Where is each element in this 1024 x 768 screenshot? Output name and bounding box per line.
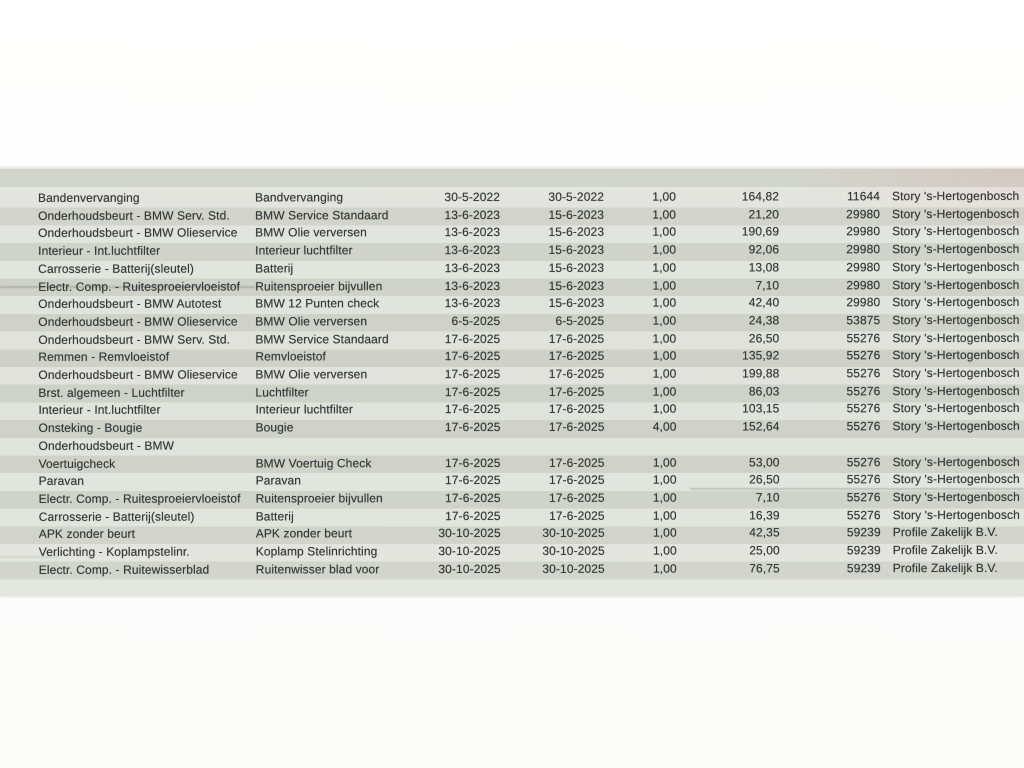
cell-amount: 26,50 xyxy=(748,330,780,346)
cell-work-item: Remvloeistof xyxy=(255,349,326,364)
cell-date-planned: 13-6-2023 xyxy=(444,225,501,240)
cell-work-item: BMW Service Standaard xyxy=(255,331,389,347)
cell-date-planned: 30-5-2022 xyxy=(444,189,501,205)
cell-description: Electr. Comp. - Ruitesproeiervloeistof xyxy=(38,491,241,506)
cell-quantity: 1,00 xyxy=(652,543,677,558)
cell-date-planned: 17-6-2025 xyxy=(445,508,501,523)
cell-quantity: 1,00 xyxy=(652,525,677,540)
cell-order-number: 55276 xyxy=(846,401,881,416)
cell-work-item: Interieur luchtfilter xyxy=(255,402,353,417)
cell-branch: Story 's-Hertogenbosch xyxy=(892,330,1020,345)
cell-description: Electr. Comp. - Ruitesproeiervloeistof xyxy=(38,279,241,294)
cell-quantity: 1,00 xyxy=(652,207,677,222)
cell-date-planned: 13-6-2023 xyxy=(444,296,501,311)
cell-date-executed: 15-6-2023 xyxy=(548,295,605,311)
cell-branch: Profile Zakelijk B.V. xyxy=(892,542,998,558)
cell-date-executed: 17-6-2025 xyxy=(548,331,605,346)
cell-date-executed: 15-6-2023 xyxy=(548,242,605,257)
cell-order-number: 55276 xyxy=(846,348,881,363)
table-row xyxy=(0,206,1024,226)
cell-date-planned: 17-6-2025 xyxy=(444,402,501,417)
table-row xyxy=(1,489,1024,509)
cell-branch: Story 's-Hertogenbosch xyxy=(892,259,1020,274)
cell-branch: Story 's-Hertogenbosch xyxy=(892,295,1020,310)
cell-description: Onderhoudsbeurt - BMW Voertuigcheck xyxy=(38,438,175,471)
cell-work-item: BMW 12 Punten check xyxy=(255,296,380,311)
cell-date-planned: 13-6-2023 xyxy=(444,278,501,293)
cell-amount: 199,88 xyxy=(742,366,780,381)
cell-quantity: 1,00 xyxy=(652,384,677,399)
cell-branch: Story 's-Hertogenbosch xyxy=(892,312,1020,328)
cell-work-item: Batterij xyxy=(255,261,294,276)
cell-quantity: 1,00 xyxy=(652,402,677,417)
cell-work-item: BMW Service Standaard xyxy=(255,207,389,223)
cell-order-number: 11644 xyxy=(847,189,881,204)
cell-quantity: 1,00 xyxy=(652,490,677,505)
cell-description: Onderhoudsbeurt - BMW Olieservice xyxy=(38,314,238,329)
cell-date-executed: 30-5-2022 xyxy=(548,189,605,204)
cell-order-number: 55276 xyxy=(846,366,881,381)
cell-description: Onsteking - Bougie xyxy=(38,420,143,436)
cell-branch: Story 's-Hertogenbosch xyxy=(892,188,1020,204)
cell-date-executed: 17-6-2025 xyxy=(548,455,605,470)
cell-quantity: 1,00 xyxy=(652,242,677,257)
cell-amount: 86,03 xyxy=(748,384,780,399)
cell-branch: Story 's-Hertogenbosch xyxy=(892,224,1020,239)
table-row xyxy=(0,241,1024,261)
cell-date-planned: 13-6-2023 xyxy=(444,260,501,275)
table-row xyxy=(0,347,1024,367)
cell-order-number: 29980 xyxy=(846,206,881,221)
cell-branch: Profile Zakelijk B.V. xyxy=(892,525,998,540)
cell-date-executed: 15-6-2023 xyxy=(548,207,605,222)
table-row xyxy=(1,507,1024,527)
cell-quantity: 1,00 xyxy=(652,189,677,204)
cell-description: Bandenvervanging xyxy=(38,190,140,205)
cell-date-executed: 17-6-2025 xyxy=(548,384,605,399)
cell-quantity: 1,00 xyxy=(652,331,677,346)
cell-date-executed: 30-10-2025 xyxy=(542,561,605,576)
cell-amount: 7,10 xyxy=(755,277,780,292)
cell-order-number: 55276 xyxy=(846,472,881,487)
cell-work-item: Ruitensproeier bijvullen xyxy=(255,491,383,506)
cell-quantity: 1,00 xyxy=(652,366,677,381)
cell-description: Carrosserie - Batterij(sleutel) xyxy=(38,509,195,524)
table-row xyxy=(1,542,1024,562)
cell-quantity: 1,00 xyxy=(652,455,677,470)
cell-date-planned: 17-6-2025 xyxy=(444,384,501,399)
cell-order-number: 29980 xyxy=(846,224,881,239)
cell-branch: Story 's-Hertogenbosch xyxy=(892,472,1020,487)
cell-quantity: 1,00 xyxy=(652,508,677,523)
cell-description: Carrosserie - Batterij(sleutel) xyxy=(38,261,194,276)
cell-amount: 42,35 xyxy=(749,525,780,540)
cell-amount: 25,00 xyxy=(749,543,780,558)
cell-work-item: Bandvervanging xyxy=(255,190,344,205)
table-row xyxy=(0,259,1024,279)
cell-date-executed: 17-6-2025 xyxy=(548,402,605,417)
cell-date-planned: 17-6-2025 xyxy=(444,473,501,488)
cell-description: Onderhoudsbeurt - BMW Serv. Std. xyxy=(38,332,231,347)
cell-description: Onderhoudsbeurt - BMW Olieservice xyxy=(38,367,238,382)
cell-date-executed: 17-6-2025 xyxy=(548,366,605,381)
cell-order-number: 29980 xyxy=(846,295,881,310)
cell-amount: 42,40 xyxy=(748,295,780,310)
table-row xyxy=(0,365,1024,385)
cell-description: Verlichting - Koplampstelinr. xyxy=(38,544,190,559)
cell-date-executed: 30-10-2025 xyxy=(542,526,605,541)
cell-order-number: 59239 xyxy=(846,560,881,575)
cell-quantity: 1,00 xyxy=(652,295,677,310)
cell-date-planned: 30-10-2025 xyxy=(438,526,501,541)
cell-branch: Story 's-Hertogenbosch xyxy=(892,241,1020,257)
cell-description: Onderhoudsbeurt - BMW Autotest xyxy=(38,296,222,312)
table-row xyxy=(1,436,1024,474)
cell-amount: 135,92 xyxy=(742,348,780,363)
cell-quantity: 1,00 xyxy=(652,278,677,293)
cell-date-planned: 17-6-2025 xyxy=(444,420,501,435)
cell-date-planned: 6-5-2025 xyxy=(451,313,501,328)
cell-branch: Story 's-Hertogenbosch xyxy=(892,277,1020,292)
cell-date-executed: 17-6-2025 xyxy=(548,472,605,488)
cell-date-executed: 17-6-2025 xyxy=(548,419,605,434)
service-history-table xyxy=(0,188,1024,580)
cell-branch: Story 's-Hertogenbosch xyxy=(892,419,1020,434)
cell-date-planned: 13-6-2023 xyxy=(444,243,501,258)
cell-work-item: Koplamp Stelinrichting xyxy=(255,544,378,559)
cell-description: Electr. Comp. - Ruitewisserblad xyxy=(38,562,210,577)
cell-description: Onderhoudsbeurt - BMW Olieservice xyxy=(38,225,238,241)
cell-amount: 16,39 xyxy=(749,508,780,523)
table-row xyxy=(1,524,1024,544)
scanned-document xyxy=(0,168,1024,596)
cell-order-number: 29980 xyxy=(846,242,881,257)
table-row xyxy=(0,223,1024,243)
cell-branch: Story 's-Hertogenbosch xyxy=(892,454,1020,469)
cell-date-executed: 15-6-2023 xyxy=(548,225,605,240)
cell-work-item: BMW Olie verversen xyxy=(255,225,367,240)
cell-order-number: 55276 xyxy=(846,507,881,522)
cell-amount: 92,06 xyxy=(748,242,780,257)
cell-work-item: Ruitenwisser blad voor xyxy=(255,561,380,577)
table-row xyxy=(1,560,1024,580)
table-row xyxy=(0,400,1024,420)
cell-amount: 103,15 xyxy=(742,401,780,416)
cell-branch: Story 's-Hertogenbosch xyxy=(892,401,1020,416)
cell-quantity: 1,00 xyxy=(652,348,677,363)
cell-amount: 7,10 xyxy=(755,490,780,505)
cell-branch: Story 's-Hertogenbosch xyxy=(892,507,1020,522)
cell-date-executed: 15-6-2023 xyxy=(548,260,605,275)
cell-order-number: 55276 xyxy=(846,330,881,345)
cell-quantity: 4,00 xyxy=(652,419,677,434)
cell-date-planned: 17-6-2025 xyxy=(444,366,501,382)
cell-quantity: 1,00 xyxy=(652,313,677,328)
cell-order-number: 59239 xyxy=(846,543,881,558)
table-row xyxy=(1,471,1024,491)
cell-work-item: Paravan xyxy=(255,473,302,488)
table-row xyxy=(0,418,1024,438)
cell-order-number: 55276 xyxy=(846,383,881,398)
cell-amount: 152,64 xyxy=(742,419,780,434)
cell-description: Remmen - Remvloeistof xyxy=(38,349,170,365)
cell-quantity: 1,00 xyxy=(652,472,677,487)
cell-work-item: Bougie xyxy=(255,420,294,435)
cell-order-number: 55276 xyxy=(846,454,881,469)
cell-work-item: Ruitensproeier bijvullen xyxy=(255,278,383,293)
cell-description: Paravan xyxy=(38,474,85,489)
cell-date-planned: 13-6-2023 xyxy=(444,207,501,222)
table-row xyxy=(0,294,1024,314)
cell-quantity: 1,00 xyxy=(652,224,677,240)
cell-date-planned: 17-6-2025 xyxy=(444,349,501,364)
cell-order-number: 53875 xyxy=(846,313,881,328)
cell-description: Interieur - Int.luchtfilter xyxy=(38,243,161,259)
cell-work-item: BMW Olie verversen xyxy=(255,367,368,382)
cell-order-number: 55276 xyxy=(846,419,881,434)
table-row xyxy=(0,312,1024,332)
cell-date-executed: 6-5-2025 xyxy=(555,313,605,328)
cell-order-number: 29980 xyxy=(846,259,881,275)
table-row xyxy=(0,329,1024,349)
cell-date-executed: 15-6-2023 xyxy=(548,278,605,293)
cell-branch: Profile Zakelijk B.V. xyxy=(892,560,998,575)
cell-date-planned: 17-6-2025 xyxy=(444,455,501,470)
cell-date-executed: 30-10-2025 xyxy=(542,543,605,558)
cell-order-number: 29980 xyxy=(846,277,881,292)
cell-description: Interieur - Int.luchtfilter xyxy=(38,403,161,418)
table-row xyxy=(0,188,1024,208)
table-row xyxy=(0,383,1024,403)
cell-amount: 190,69 xyxy=(741,224,780,239)
cell-work-item: Interieur luchtfilter xyxy=(255,243,353,258)
cell-branch: Story 's-Hertogenbosch xyxy=(892,348,1020,363)
cell-date-executed: 17-6-2025 xyxy=(549,490,605,505)
cell-date-planned: 17-6-2025 xyxy=(445,490,501,506)
cell-amount: 21,20 xyxy=(748,207,780,222)
cell-amount: 13,08 xyxy=(748,260,780,275)
cell-description: Brst. algemeen - Luchtfilter xyxy=(38,385,185,400)
cell-work-item: BMW Voertuig Check xyxy=(255,455,372,471)
cell-branch: Story 's-Hertogenbosch xyxy=(892,489,1020,505)
cell-branch: Story 's-Hertogenbosch xyxy=(892,383,1020,398)
cell-work-item: Batterij xyxy=(255,509,294,524)
cell-work-item: Luchtfilter xyxy=(255,385,309,400)
cell-amount: 76,75 xyxy=(749,561,780,576)
cell-order-number: 59239 xyxy=(846,525,881,540)
cell-branch: Story 's-Hertogenbosch xyxy=(892,206,1020,221)
table-row xyxy=(0,276,1024,296)
cell-amount: 164,82 xyxy=(741,189,780,204)
cell-order-number: 55276 xyxy=(846,490,881,505)
cell-branch: Story 's-Hertogenbosch xyxy=(892,365,1020,381)
cell-date-planned: 30-10-2025 xyxy=(438,561,501,576)
cell-quantity: 1,00 xyxy=(652,260,677,275)
cell-work-item: BMW Olie verversen xyxy=(255,314,368,329)
cell-work-item: APK zonder beurt xyxy=(255,526,353,541)
cell-date-executed: 17-6-2025 xyxy=(549,508,605,523)
cell-description: APK zonder beurt xyxy=(38,527,136,542)
cell-quantity: 1,00 xyxy=(653,561,677,576)
cell-description: Onderhoudsbeurt - BMW Serv. Std. xyxy=(38,208,230,223)
cell-date-planned: 30-10-2025 xyxy=(438,544,501,559)
cell-date-executed: 17-6-2025 xyxy=(548,349,605,364)
cell-amount: 53,00 xyxy=(749,454,780,469)
cell-amount: 26,50 xyxy=(749,472,780,487)
cell-amount: 24,38 xyxy=(748,313,780,328)
cell-date-planned: 17-6-2025 xyxy=(444,331,501,346)
